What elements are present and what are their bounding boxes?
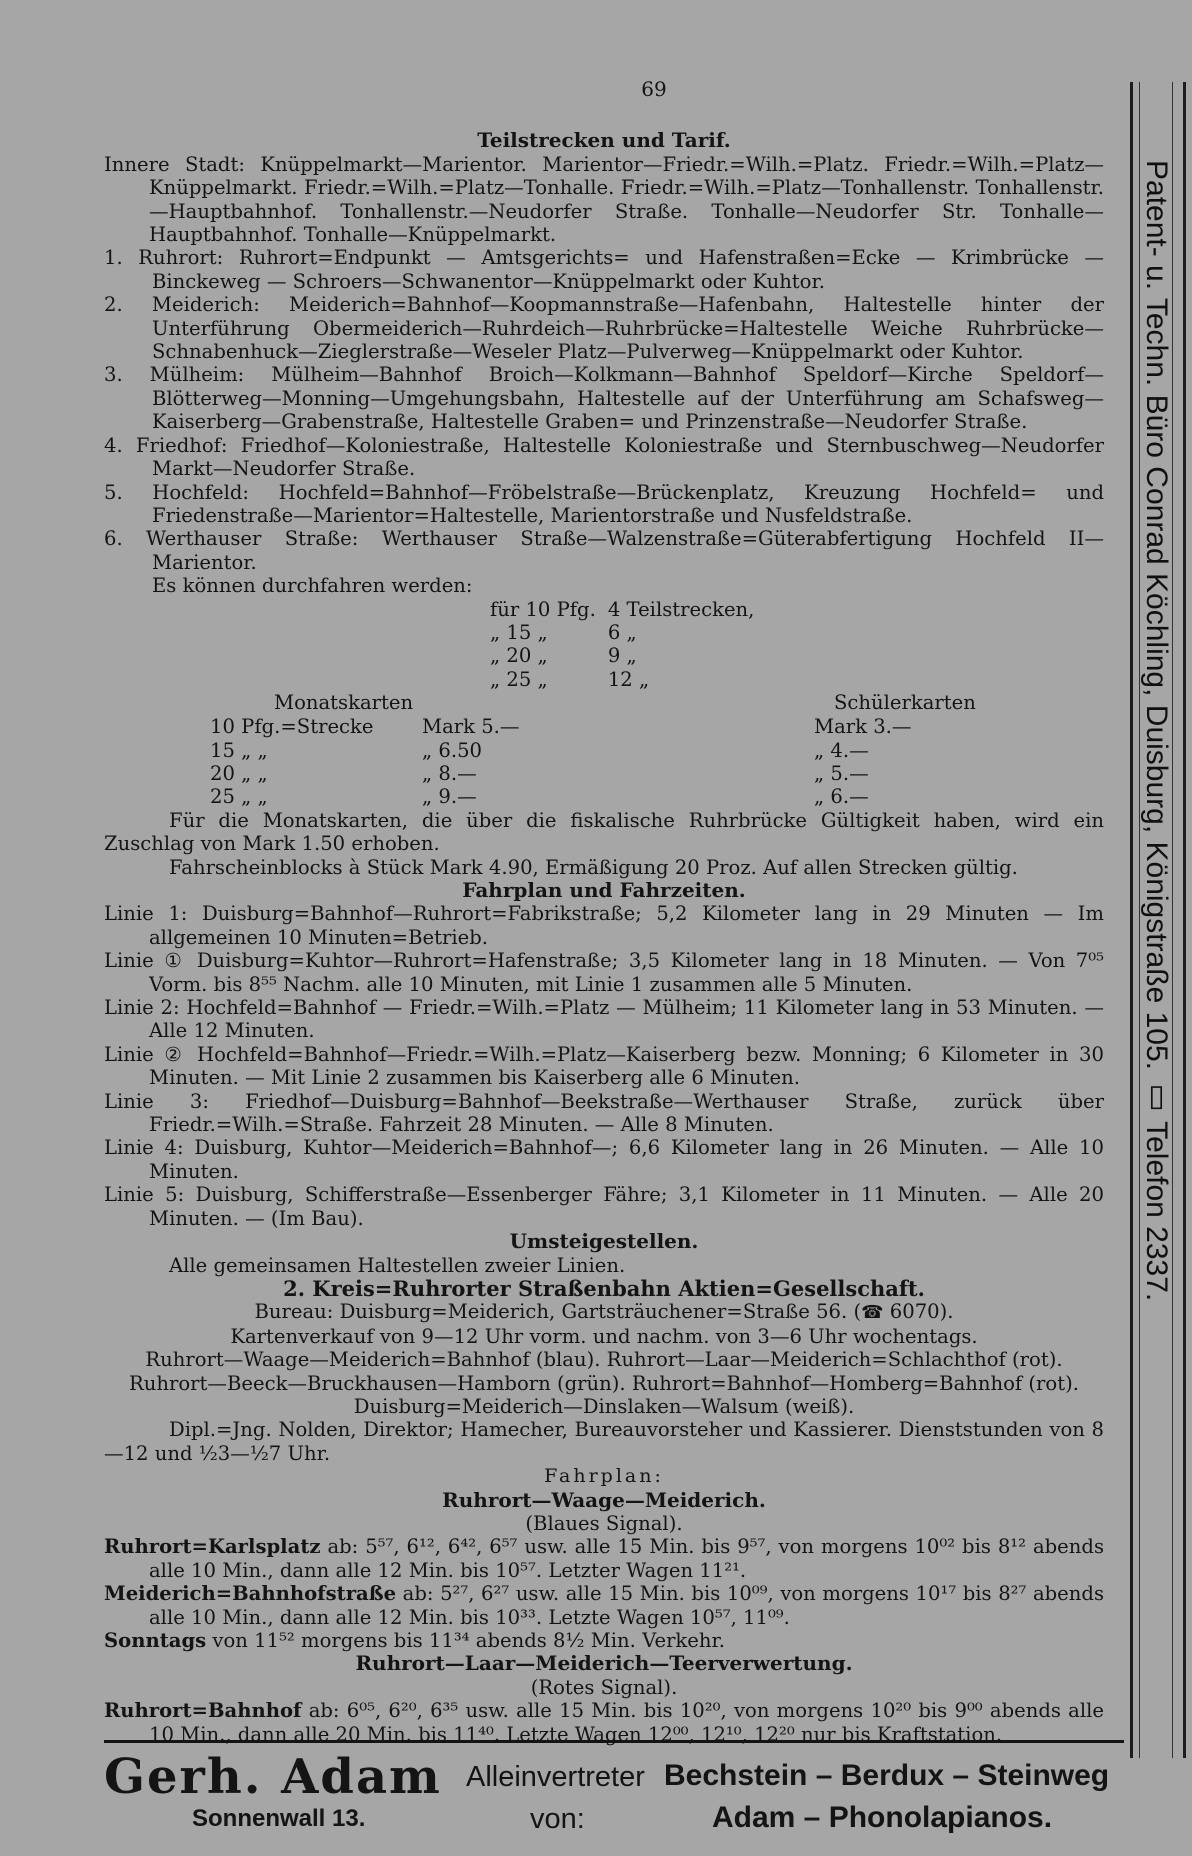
route2-signal: (Rotes Signal). (530, 1675, 678, 1699)
schuelerkarten-header: Schülerkarten (834, 691, 976, 715)
signal-line: Duisburg=Meiderich—Dinslaken—Walsum (weiß). (353, 1394, 855, 1418)
fahrscheinblocks-text: Fahrscheinblocks à Stück Mark 4.90, Ermäßigung 20 Proz. Auf allen Strecken gültig. (169, 855, 1018, 879)
tarif-price: für 10 Pfg. (490, 597, 596, 621)
signal-line: Ruhrort—Waage—Meiderich=Bahnhof (blau). Ruhrort—Laar—Meiderich=Schlachthof (rot). (145, 1348, 1063, 1372)
signal-line: Ruhrort—Beeck—Bruckhausen—Hamborn (grün). Ruhrort=Bahnhof—Homberg=Bahnhof (rot). (129, 1371, 1079, 1395)
advert-brands-line2: Adam – Phonolapianos. (712, 1801, 1053, 1834)
bureau-text: Bureau: Duisburg=Meiderich, Gartsträuchener=Straße 56. (254, 1300, 848, 1324)
advert-company-name: Gerh. Adam (104, 1749, 442, 1805)
schueler-price: Mark 3.— (814, 715, 912, 739)
footer-advert (104, 1740, 1124, 1843)
route-item: 3. Mülheim: Mülheim—Bahnhof Broich—Kolkmann—Bahnhof Speldorf—Kirche Speldorf—Blötterweg—Monning—Umgehungsbahn, Haltestelle auf der Unterführung am Schafsweg—Kaiserberg—Grabenstraße, Haltestelle Graben= und Prinzenstraße—Neudorfer Straße. (104, 363, 1104, 434)
advert-alleinvertreter: Alleinvertreter (466, 1761, 645, 1793)
karten-strecke: 15 „ „ (210, 738, 268, 762)
karten-header (104, 691, 1104, 715)
schueler-price: „ 6.— (814, 785, 869, 809)
schedule-times: ab: 6⁰⁵, 6²⁰, 6³⁵ usw. alle 15 Min. bis 10²⁰, von morgens 10²⁰ bis 9⁰⁰ abends alle 10 Min., dann alle 20 Min. bis 11⁴⁰. Letzte Wagen 12⁰⁰, 12¹⁰, 12²⁰ nur bis Kraftstation. (149, 1699, 1104, 1746)
staff-text: Dipl.=Jng. Nolden, Direktor; Hamecher, Bureauvorsteher und Kassierer. Dienststunden von 8—12 und ½3—½7 Uhr. (104, 1418, 1104, 1465)
schedule-entry (104, 1535, 1104, 1582)
schedule-times: ab: 5²⁷, 6²⁷ usw. alle 15 Min. bis 10⁰⁹, von morgens 10¹⁷ bis 8²⁷ abends alle 10 Min., dann alle 12 Min. bis 10³³. Letzte Wagen 10⁵⁷, 11⁰⁹. (149, 1582, 1104, 1629)
tarif-price: „ 20 „ (490, 644, 548, 668)
table-row (204, 715, 918, 738)
linie-item: Linie 1: Duisburg=Bahnhof—Ruhrort=Fabrikstraße; 5,2 Kilometer lang in 29 Minuten — Im allgemeinen 10 Minuten=Betrieb. (104, 902, 1104, 949)
monatskarten-header: Monatskarten (274, 691, 414, 715)
table-row (484, 644, 760, 667)
advert-von: von: (530, 1803, 585, 1835)
route-item: 1. Ruhrort: Ruhrort=Endpunkt — Amtsgerichts= und Hafenstraßen=Ecke — Krimbrücke — Binckeweg — Schroers—Schwanentor—Knüppelmarkt oder Kuhtor. (104, 246, 1104, 293)
karten-strecke: 25 „ „ (210, 785, 268, 809)
route-list (104, 246, 1104, 574)
table-row (484, 668, 760, 691)
schueler-price: „ 5.— (814, 761, 869, 785)
tarif-sections: 6 „ (607, 620, 637, 644)
schedule-entry (104, 1582, 1104, 1629)
monat-price: „ 6.50 (422, 738, 483, 762)
phone-icon: ☎ (861, 1302, 884, 1324)
linie-item: Linie 3: Friedhof—Duisburg=Bahnhof—Beekstraße—Werthauser Straße, zurück über Friedr.=Wilh.=Straße. Fahrzeit 28 Minuten. — Alle 8 Minuten. (104, 1089, 1104, 1137)
schedule-stop: Sonntags (104, 1629, 207, 1652)
schedule-times: von 11⁵² morgens bis 11³⁴ abends 8½ Min. Verkehr. (206, 1629, 725, 1652)
linie-item: Linie ① Duisburg=Kuhtor—Ruhrort=Hafenstraße; 3,5 Kilometer lang in 18 Minuten. — Von 7⁰⁵ Vorm. bis 8⁵⁵ Nachm. alle 10 Minuten, mit Linie 1 zusammen alle 5 Minuten. (104, 949, 1104, 996)
linie-item: Linie 2: Hochfeld=Bahnhof — Friedr.=Wilh.=Platz — Mülheim; 11 Kilometer lang in 53 Minuten. — Alle 12 Minuten. (104, 996, 1104, 1043)
tarif-sections: 9 „ (607, 644, 637, 668)
tarif-price: „ 25 „ (490, 667, 548, 691)
karten-strecke: 20 „ „ (210, 761, 268, 785)
durchfahren-text: Es können durchfahren werden: (152, 574, 473, 598)
linien-list (104, 902, 1104, 1230)
table-row (204, 762, 918, 785)
bureau-line: Bureau: Duisburg=Meiderich, Gartsträuchener=Straße 56. (☎ 6070). (254, 1300, 954, 1324)
karten-strecke: 10 Pfg.=Strecke (210, 715, 374, 739)
tarif-price: „ 15 „ (490, 620, 548, 644)
zuschlag-text: Für die Monatskarten, die über die fiskalische Ruhrbrücke Gültigkeit haben, wird ein Zuschlag von Mark 1.50 erhoben. (104, 808, 1104, 856)
umsteigestellen-text: Alle gemeinsamen Haltestellen zweier Linien. (169, 1253, 626, 1277)
route-item: 6. Werthauser Straße: Werthauser Straße—Walzenstraße=Güterabfertigung Hochfeld II—Marientor. (104, 527, 1104, 574)
route-item: 5. Hochfeld: Hochfeld=Bahnhof—Fröbelstraße—Brückenplatz, Kreuzung Hochfeld= und Friedenstraße—Marientor=Haltestelle, Marientorstraße und Nusfeldstraße. (104, 480, 1104, 527)
sidebar-advert-text: Patent- u. Techn. Büro Conrad Köchling, Duisburg, Königstraße 105. ▯ Telefon 2337. (1140, 160, 1173, 1302)
monat-price: Mark 5.— (422, 715, 520, 739)
innere-stadt-paragraph: Innere Stadt: Knüppelmarkt—Marientor. Marientor—Friedr.=Wilh.=Platz. Friedr.=Wilh.=Platz—Knüppelmarkt. Friedr.=Wilh.=Platz—Tonhalle. Friedr.=Wilh.=Platz—Tonhallenstr. Tonhallenstr.—Hauptbahnhof. Tonhallenstr.—Neudorfer Straße. Tonhalle—Neudorfer Str. Tonhalle—Hauptbahnhof. Tonhalle—Knüppelmarkt. (104, 152, 1104, 247)
schedule-entry (104, 1699, 1104, 1746)
linie-item: Linie ② Hochfeld=Bahnhof—Friedr.=Wilh.=Platz—Kaiserberg bezw. Monning; 6 Kilometer in 30 Minuten. — Mit Linie 2 zusammen bis Kaiserberg alle 6 Minuten. (104, 1042, 1104, 1090)
monat-price: „ 9.— (422, 785, 477, 809)
route1-title: Ruhrort—Waage—Meiderich. (442, 1487, 766, 1512)
section-title-umsteigestellen: Umsteigestellen. (509, 1229, 699, 1254)
table-row (204, 785, 918, 808)
advert-brands-line1: Bechstein – Berdux – Steinweg (664, 1759, 1110, 1792)
schedule-stop: Ruhrort=Karlsplatz (104, 1535, 321, 1559)
section-title-fahrplan: Fahrplan und Fahrzeiten. (462, 878, 746, 902)
linie-item: Linie 4: Duisburg, Kuhtor—Meiderich=Bahnhof—; 6,6 Kilometer lang in 26 Minuten. — Alle 10 Minuten. (104, 1136, 1104, 1183)
tarif-sections: 12 „ (607, 667, 650, 691)
section-title-kreis-ruhrorter: 2. Kreis=Ruhrorter Straßenbahn Aktien=Gesellschaft. (283, 1275, 925, 1301)
advert-address: Sonnenwall 13. (192, 1805, 366, 1832)
table-row (484, 621, 760, 644)
phone-number: 6070). (889, 1300, 954, 1324)
karten-table (204, 715, 918, 809)
route-item: 2. Meiderich: Meiderich=Bahnhof—Koopmannstraße—Hafenbahn, Haltestelle hinter der Unterführung Obermeiderich—Ruhrdeich—Ruhrbrücke=Haltestelle Weiche Ruhrbrücke—Schnabenhuck—Zieglerstraße—Weseler Platz—Pulverweg—Knüppelmarkt oder Kuhtor. (104, 293, 1104, 364)
main-column (104, 78, 1104, 1746)
kartenverkauf-text: Kartenverkauf von 9—12 Uhr vorm. und nachm. von 3—6 Uhr wochentags. (230, 1324, 978, 1348)
schedule-times: ab: 5⁵⁷, 6¹², 6⁴², 6⁵⁷ usw. alle 15 Min. bis 9⁵⁷, von morgens 10⁰² bis 8¹² abends alle 10 Min., dann alle 12 Min. bis 10⁵⁷. Letzter Wagen 11²¹. (149, 1535, 1104, 1582)
page-number: 69 (641, 77, 667, 101)
fahrplan-label: Fahrplan: (544, 1465, 664, 1488)
monat-price: „ 8.— (422, 761, 477, 785)
table-row (484, 598, 760, 621)
schueler-price: „ 4.— (814, 738, 869, 762)
tarif-sections: 4 Teilstrecken, (607, 597, 755, 621)
route-item: 4. Friedhof: Friedhof—Koloniestraße, Haltestelle Koloniestraße und Sternbuschweg—Neudorfer Markt—Neudorfer Straße. (104, 433, 1104, 481)
schedule-stop: Ruhrort=Bahnhof (104, 1699, 302, 1723)
linie-item: Linie 5: Duisburg, Schifferstraße—Essenberger Fähre; 3,1 Kilometer in 11 Minuten. — Alle 20 Minuten. — (Im Bau). (104, 1183, 1104, 1230)
schedule-stop: Meiderich=Bahnhofstraße (104, 1582, 397, 1606)
tarif-table (484, 598, 760, 692)
section-title-teilstrecken: Teilstrecken und Tarif. (477, 128, 731, 153)
route1-signal: (Blaues Signal). (525, 1511, 683, 1535)
schedule-entry (104, 1629, 1104, 1652)
table-row (204, 739, 918, 762)
route2-title: Ruhrort—Laar—Meiderich—Teerverwertung. (355, 1651, 853, 1676)
